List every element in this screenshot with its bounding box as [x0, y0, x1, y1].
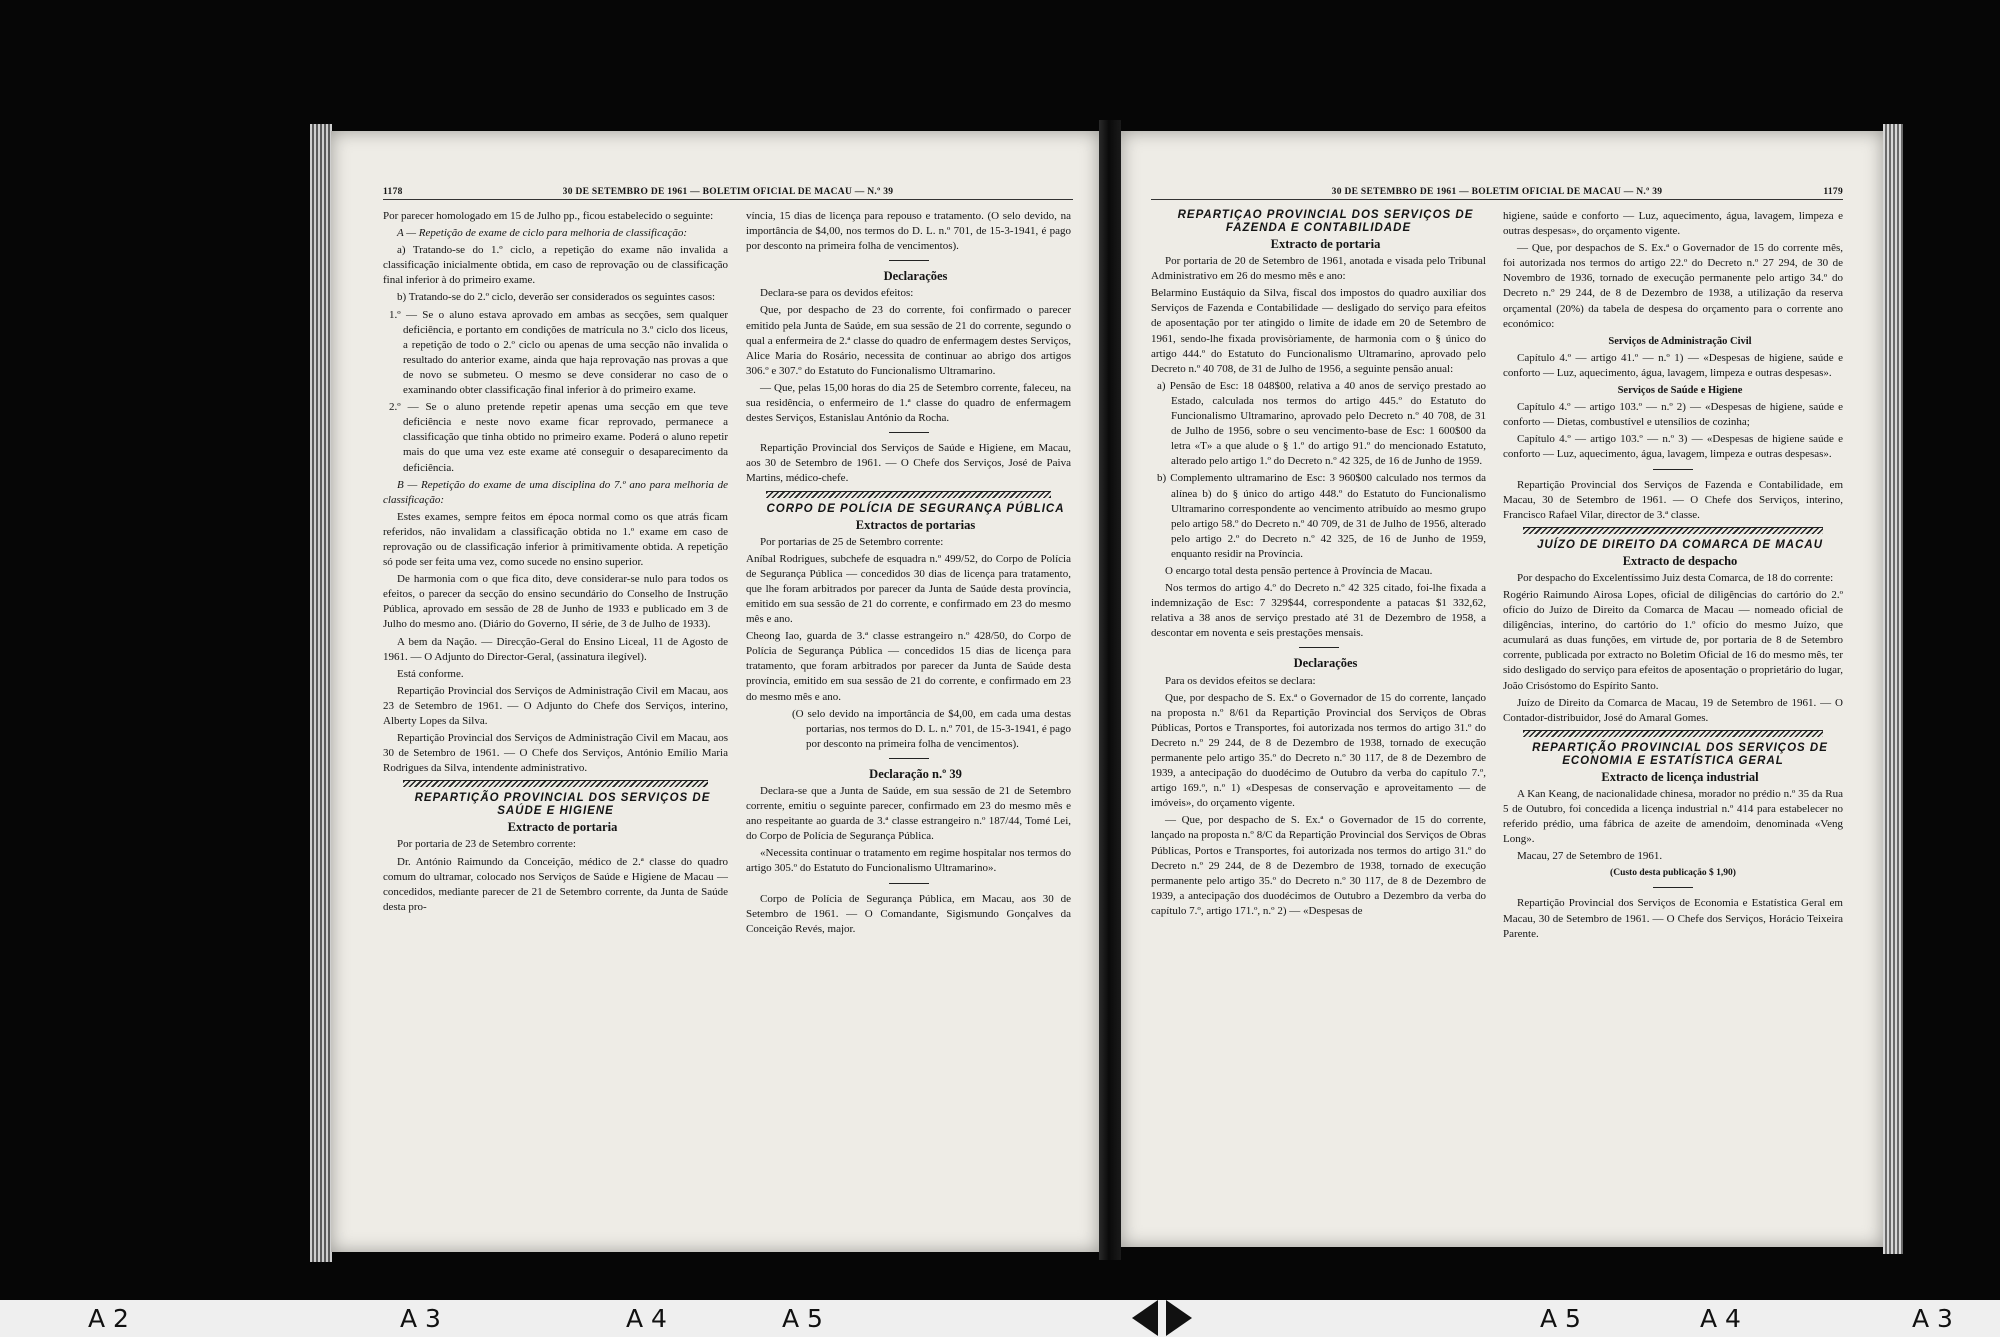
- paragraph: — Que, pelas 15,00 horas do dia 25 de Setembro corrente, faleceu, na sua residência, o enfermeiro de 1.ª classe do quadro de enfermagem destes Serviços, Estanislau António da Rocha.: [746, 381, 1071, 425]
- paragraph: De harmonia com o que fica dito, deve considerar-se nulo para todos os efeitos, o parecer da secção do ensino secundário do Conselho de Instrução Pública, aprovado em sessão de 28 de Junho de 1933 e publicado em 3 de Julho do mesmo ano. (Diário do Governo, II série, de 3 de Julho de 1933).: [383, 573, 728, 631]
- left-column-1: [383, 209, 728, 1239]
- paragraph: Nos termos do artigo 4.º do Decreto n.º 42 325 citado, foi-lhe fixada a indemnização de Esc: 7 329$44, correspondente a patacas $1 332,62, relativa a 38 anos de serviço prestado até 31 de Dezembro de 1958, a descontar em noventa e seis prestações mensais.: [1151, 582, 1486, 640]
- section-heading: Extracto de licença industrial: [1601, 769, 1759, 784]
- paragraph: Corpo de Polícia de Segurança Pública, em Macau, aos 30 de Setembro de 1961. — O Comandante, Sigismundo Gonçalves da Conceição Revés, major.: [746, 892, 1071, 935]
- section-title: REPARTIÇÃO PROVINCIAL DOS SERVIÇOS DE SAÚDE E HIGIENE: [414, 792, 711, 818]
- section-heading: Declaração n.º 39: [869, 766, 962, 781]
- paragraph: Por parecer homologado em 15 de Julho pp., ficou estabelecido o seguinte:: [383, 210, 714, 222]
- section-heading: Extracto de despacho: [1622, 553, 1738, 568]
- left-column-2: [746, 209, 1071, 1239]
- divider: [1523, 527, 1823, 534]
- divider: [766, 491, 1051, 498]
- paragraph: Declara-se para os devidos efeitos:: [760, 287, 914, 300]
- divider: [889, 758, 929, 759]
- paragraph: Estes exames, sempre feitos em época normal como os que atrás ficam referidos, não invalidam a classificação obtida no 1.º exame em caso de reprovação ou de classificação inferior à primitivamente obtida. A repetição só pode ser feita uma vez, como sucede no ensino superior.: [383, 510, 728, 569]
- running-head-right: [1151, 187, 1843, 200]
- paragraph: Repartição Provincial dos Serviços de Administração Civil em Macau, aos 23 de Setembro de 1961. — O Adjunto do Chefe dos Serviços, interino, Alberty Lopes da Silva.: [383, 684, 728, 727]
- paragraph: Capítulo 4.º — artigo 103.º — n.º 2) — «Despesas de higiene, saúde e conforto — Dietas, combustível e utensílios de cozinha;: [1503, 401, 1843, 429]
- paragraph: Repartição Provincial dos Serviços de Economia e Estatística Geral em Macau, 30 de Setembro de 1961. — O Chefe dos Serviços, Horácio Teixeira Parente.: [1503, 897, 1843, 940]
- paragraph: a) Tratando-se do 1.º ciclo, a repetição do exame não invalida a classificação inicialmente obtida, em caso de reprovação ou de classificação final inferior à do primeiro exame.: [383, 244, 728, 287]
- paragraph: (O selo devido na importância de $4,00, em cada uma destas portarias, nos termos do D. L. n.º 701, de 15-3-1941, é pago por desconto na primeira folha de vencimentos).: [792, 707, 1071, 750]
- section-heading: Declarações: [883, 269, 948, 284]
- paragraph: Declara-se que a Junta de Saúde, em sua sessão de 21 de Setembro corrente, emitiu o seguinte parecer, confirmado em 23 do mesmo mês e ano respeitante ao guarda de 3.ª classe estrangeiro n.º 187/44, Tomé Lei, do Corpo de Polícia de Segurança Pública.: [746, 785, 1071, 843]
- paragraph: higiene, saúde e conforto — Luz, aquecimento, água, lavagem, limpeza e outras despesas», do orçamento vigente.: [1503, 210, 1843, 238]
- right-column-2: [1503, 209, 1843, 1239]
- paragraph: — Que, por despachos de S. Ex.ª o Governador de 15 do corrente mês, foi autorizada nos termos do artigo 22.º do Decreto n.º 27 294, de 30 de Novembro de 1936, tornado de execução permanente pelo artigo 34.º do Decreto n.º 29 244, de 8 de Dezembro de 1938, a utilização da reserva orçamental (20%) da tabela de despesa do orçamento para o corrente ano económico:: [1503, 242, 1843, 330]
- film-mark: A 5: [782, 1304, 823, 1333]
- paragraph: A bem da Nação. — Direcção-Geral do Ensino Liceal, 11 de Agosto de 1961. — O Adjunto do Director-Geral, (assinatura ilegível).: [383, 635, 728, 663]
- book-gutter: [1099, 120, 1121, 1260]
- divider: [889, 432, 929, 433]
- divider: [403, 780, 708, 787]
- section-heading: Extractos de portarias: [855, 517, 976, 532]
- right-column-1: [1151, 209, 1486, 1239]
- section-title: JUÍZO DE DIREITO DA COMARCA DE MACAU: [1536, 538, 1824, 551]
- film-mark: A 4: [626, 1304, 667, 1333]
- paragraph: Macau, 27 de Setembro de 1961.: [1517, 850, 1663, 863]
- page-number: 1179: [1823, 187, 1843, 197]
- paragraph: — Que, por despacho de S. Ex.ª o Governador de 15 do corrente, lançado na proposta n.º 8/C da Repartição Provincial dos Serviços de Obras Públicas, Portos e Transportes, foi autorizada nos termos do artigo 31.º do Decreto n.º 29 244, de 8 de Dezembro de 1938, tornado de execução permanente pelo artigo 35.º do Decreto n.º 30 117, de 8 de Dezembro de 1939, a antecipação dos duodécimos de Outubro a Dezembro da verba do capítulo 7.º, artigo 171.º, n.º 2) — «Despesas de: [1151, 814, 1486, 917]
- divider: [1653, 469, 1693, 470]
- running-head-title: 30 DE SETEMBRO DE 1961 — BOLETIM OFICIAL DE MACAU — N.º 39: [1331, 187, 1663, 197]
- paragraph: Dr. António Raimundo da Conceição, médico de 2.ª classe do quadro comum do ultramar, colocado nos Serviços de Saúde e Higiene de Macau — concedidos, mediante parecer de 21 de Setembro corrente, da Junta de Saúde desta pro-: [383, 855, 728, 913]
- page-number: 1178: [383, 187, 403, 197]
- paragraph: 2.º — Se o aluno pretende repetir apenas uma secção em que teve deficiência e neste novo exame ficar reprovado, permanece a classificação que tinha obtido no primeiro exame. Poderá o aluno repetir mais do que uma vez este exame até conseguir o desaparecimento da deficiência.: [389, 401, 728, 474]
- paragraph: B — Repetição do exame de uma disciplina do 7.º ano para melhoria de classificação:: [383, 478, 728, 506]
- section-title: CORPO DE POLÍCIA DE SEGURANÇA PÚBLICA: [766, 502, 1065, 515]
- page-edge-right: [1883, 124, 1903, 1254]
- arrow-left-icon: [1132, 1300, 1158, 1336]
- film-mark: A 3: [400, 1304, 441, 1333]
- paragraph: Repartição Provincial dos Serviços de Administração Civil em Macau, aos 30 de Setembro de 1961. — O Chefe dos Serviços, António Emílio Maria Rodrigues da Silva, intendente administrativo.: [383, 732, 728, 775]
- paragraph: víncia, 15 dias de licença para repouso e tratamento. (O selo devido, na importância de $4,00, nos termos do D. L. n.º 701, de 15-3-1941, é pago por desconto na primeira folha de vencimentos).: [746, 210, 1071, 253]
- section-heading: Extracto de portaria: [1270, 237, 1381, 251]
- section-title: REPARTIÇÃO PROVINCIAL DOS SERVIÇOS DE ECONOMIA E ESTATÍSTICA GERAL: [1532, 741, 1828, 767]
- paragraph: A — Repetição de exame de ciclo para melhoria de classificação:: [397, 227, 687, 240]
- divider: [1299, 647, 1339, 648]
- paragraph: a) Pensão de Esc: 18 048$00, relativa a 40 anos de serviço prestado ao Estado, calculada nos termos do artigo 445.º do Estatuto do Funcionalismo Ultramarino, aprovado pelo Decreto n.º 40 708, de 31 de Julho de 1956, sobre o seu vencimento-base de Esc: 1 600$00 da letra «T» a que alude o § 1.º do artigo 91.º do mencionado Estatuto, alterado pelo artigo 1.º do Decreto n.º 42 325, de 16 de Junho de 1959.: [1157, 379, 1486, 468]
- paragraph: Capítulo 4.º — artigo 41.º — n.º 1) — «Despesas de higiene, saúde e conforto — Luz, aquecimento, água, lavagem, limpeza e outras despesas».: [1503, 351, 1843, 379]
- paragraph: Por portarias de 25 de Setembro corrente:: [760, 535, 944, 548]
- divider: [889, 883, 929, 884]
- paragraph: b) Tratando-se do 2.º ciclo, deverão ser considerados os seguintes casos:: [397, 291, 716, 304]
- paragraph: Aníbal Rodrigues, subchefe de esquadra n.º 499/52, do Corpo de Polícia de Segurança Pública — concedidos 30 dias de licença para tratamento, que lhe foram arbitrados por parecer da Junta de Saúde desta província, emitido em sua sessão de 21 do corrente, e confirmado em 23 do mesmo mês e ano.: [746, 552, 1071, 626]
- running-head-left: [383, 187, 1073, 200]
- film-mark: A 2: [88, 1304, 129, 1333]
- paragraph: Para os devidos efeitos se declara:: [1165, 674, 1316, 687]
- paragraph: Capítulo 4.º — artigo 103.º — n.º 3) — «Despesas de higiene saúde e conforto — Luz, aquecimento, água, lavagem, limpeza e outras despesas».: [1503, 433, 1843, 461]
- publication-cost: (Custo desta publicação $ 1,90): [1610, 868, 1736, 879]
- paragraph: Belarmino Eustáquio da Silva, fiscal dos impostos do quadro auxiliar dos Serviços de Fazenda e Contabilidade — desligado do serviço para efeitos de aposentação por ter atingido o limite de idade em 20 de Setembro de 1961, sendo-lhe fixada provisòriamente, de harmonia com o § único do artigo 444.º do Estatuto do Funcionalismo Ultramarino, aprovado pelo Decreto n.º 40 708, de 31 de Julho de 1956, a seguinte pensão anual:: [1151, 287, 1486, 375]
- section-heading: Declarações: [1293, 656, 1358, 671]
- paragraph: Juízo de Direito da Comarca de Macau, 19 de Setembro de 1961. — O Contador-distribuidor, José do Amaral Gomes.: [1503, 696, 1843, 724]
- section-heading: Extracto de portaria: [507, 820, 618, 835]
- film-mark: A 4: [1700, 1304, 1741, 1333]
- paragraph: Repartição Provincial dos Serviços de Fazenda e Contabilidade, em Macau, 30 de Setembro de 1961. — O Chefe dos Serviços, interino, Francisco Rafael Vilar, director de 3.ª classe.: [1503, 478, 1843, 521]
- paragraph: b) Complemento ultramarino de Esc: 3 960$00 calculado nos termos da alínea b) do § único do artigo 448.º do Estatuto do Funcionalismo Ultramarino correspondente ao vencimento atribuído ao mesmo grupo pelo artigo 58.º do Decreto n.º 40 709, de 31 de Julho de 1956, alterado pelo artigo 2.º do Decreto n.º 42 325, de 16 de Junho de 1959, enquanto residir na Província.: [1157, 472, 1486, 560]
- divider: [889, 260, 929, 261]
- sub-heading: Serviços de Administração Civil: [1608, 335, 1752, 347]
- paragraph: Por portaria de 20 de Setembro de 1961, anotada e visada pelo Tribunal Administrativo em 26 do mesmo mês e ano:: [1151, 255, 1486, 283]
- left-page: [331, 131, 1099, 1252]
- paragraph: Por portaria de 23 de Setembro corrente:: [397, 838, 576, 851]
- divider: [1653, 887, 1693, 888]
- paragraph: Que, por despacho de 23 do corrente, foi confirmado o parecer emitido pela Junta de Saúde, em sua sessão de 21 do corrente, segundo o qual a enfermeira de 2.ª classe do quadro de enfermagem destes Serviços, Alice Maria do Rosário, necessita de continuar ao abrigo dos artigos 306.º e 307.º do Estatuto do Funcionalismo Ultramarino.: [746, 304, 1071, 377]
- right-page: [1121, 131, 1883, 1247]
- paragraph: Cheong Iao, guarda de 3.ª classe estrangeiro n.º 428/50, do Corpo de Polícia de Segurança Pública — concedidos 15 dias de licença para tratamento, que foram arbitrados por parecer da Junta de Saúde desta província, emitido em sua sessão de 21 do corrente, e confirmado em 23 do mesmo mês e ano.: [746, 630, 1071, 703]
- sub-heading: Serviços de Saúde e Higiene: [1617, 385, 1743, 397]
- arrow-right-icon: [1166, 1300, 1192, 1336]
- paragraph: 1.º — Se o aluno estava aprovado em ambas as secções, sem qualquer deficiência, e portanto em condições de matrícula no 3.º ciclo dos liceus, a repetição de todo o 2.º ciclo ou apenas de uma secção não invalida o resultado do anterior exame, ainda que haja reprovação nas provas a que de novo se submeteu. O mesmo se deve considerar no caso de o examinando obter classificação final inferior à do primeiro exame.: [389, 308, 728, 397]
- section-title: REPARTIÇÃO PROVINCIAL DOS SERVIÇOS DE FAZENDA E CONTABILIDADE: [1177, 209, 1474, 234]
- paragraph: O encargo total desta pensão pertence à Província de Macau.: [1165, 564, 1433, 577]
- running-head-title: 30 DE SETEMBRO DE 1961 — BOLETIM OFICIAL DE MACAU — N.º 39: [562, 187, 894, 197]
- film-mark: A 5: [1540, 1304, 1581, 1333]
- page-edge-left: [310, 124, 332, 1262]
- film-mark: A 3: [1912, 1304, 1953, 1333]
- divider: [1523, 730, 1823, 737]
- paragraph: Por despacho do Excelentíssimo Juiz desta Comarca, de 18 do corrente:: [1517, 571, 1834, 584]
- paragraph: Rogério Raimundo Airosa Lopes, oficial de diligências do cartório do 2.º ofício do Juízo de Direito da Comarca de Macau — nomeado oficial de diligências, interino, do cartório do 1.º ofício do mesmo Juízo, que acumulará as duas funções, em virtude de, por portaria de 8 de Setembro corrente, publicada por extracto no Boletim Oficial de 16 do mesmo mês, ter sido desligado do serviço para efeitos de aposentação o proprietário do lugar, João Crisóstomo do Espírito Santo.: [1503, 588, 1843, 692]
- paragraph: «Necessita continuar o tratamento em regime hospitalar nos termos do artigo 305.º do Estatuto do Funcionalismo Ultramarino».: [746, 847, 1071, 875]
- paragraph: A Kan Keang, de nacionalidade chinesa, morador no prédio n.º 35 da Rua 5 de Outubro, foi concedida a licença industrial n.º 414 para estabelecer no referido prédio, uma fábrica de azeite de amendoim, denominada «Veng Long».: [1503, 787, 1843, 846]
- paragraph: Que, por despacho de S. Ex.ª o Governador de 15 do corrente, lançado na proposta n.º 8/61 da Repartição Provincial dos Serviços de Obras Públicas, Portos e Transportes, foi autorizada nos termos do artigo 31.º do Decreto n.º 29 244, de 8 de Dezembro de 1938, tornado de execução permanente pelo artigo 35.º do Decreto n.º 30 117, de 8 de Dezembro de 1939, a antecipação do duodécimo de Outubro da verba do capítulo 7.º, artigo 169.º, n.º 1) «Despesas de conservação e aproveitamento — de imóveis», do orçamento vigente.: [1151, 691, 1486, 810]
- paragraph: Está conforme.: [397, 667, 464, 680]
- paragraph: Repartição Provincial dos Serviços de Saúde e Higiene, em Macau, aos 30 de Setembro de 1961. — O Chefe dos Serviços, José de Paiva Martins, médico-chefe.: [746, 442, 1071, 485]
